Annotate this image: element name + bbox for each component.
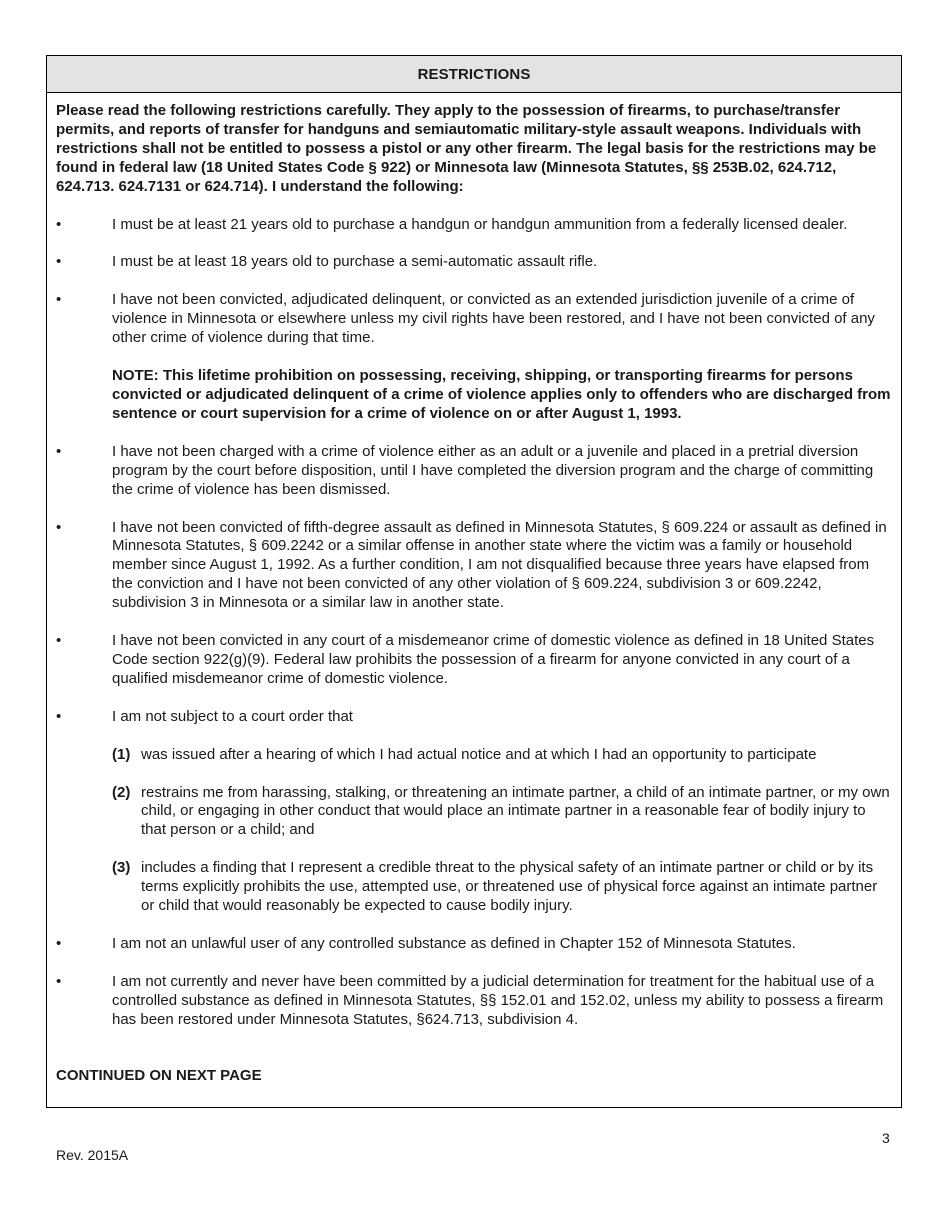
bullet-icon: • [56, 253, 62, 271]
list-item [56, 708, 892, 727]
list-item-text: I have not been convicted, adjudicated delinquent, or convicted as an extended jurisdiction juvenile of a crime of violence in Minnesota or elsewhere unless my civil rights have been restored, and I have not been convicted of any other crime of violence during that time. [112, 291, 875, 347]
list-item [56, 519, 892, 614]
section-title: RESTRICTIONS [417, 65, 531, 83]
revision-label: Rev. 2015A [56, 1147, 129, 1163]
list-item-text: I am not currently and never have been committed by a judicial determination for treatment for the habitual use of a controlled substance as defined in Minnesota Statutes, §§ 152.01 and 152.02, unless my ability to possess a firearm has been restored under Minnesota Statutes, §624.713, subdivision 4. [112, 972, 884, 1028]
list-item [56, 935, 892, 954]
court-order-item-number: (1) [112, 745, 131, 763]
restrictions-body [47, 93, 901, 1086]
list-item [56, 973, 892, 1030]
bullet-icon: • [56, 935, 62, 952]
note-paragraph: NOTE: This lifetime prohibition on possessing, receiving, shipping, or transporting firearms for persons convicted or adjudicated delinquent of a crime of violence applies only to offenders who are discharged from sentence or court supervision for a crime of violence on or after August 1, 1993. [112, 367, 891, 422]
list-item-text: I have not been charged with a crime of violence either as an adult or a juvenile and placed in a pretrial diversion program by the court before disposition, until I have completed the diversion program and the charge of committing the crime of violence has been dismissed. [112, 442, 874, 498]
intro-paragraph: Please read the following restrictions carefully. They apply to the possession of firearms, to purchase/transfer permits, and reports of transfer for handguns and semiautomatic military-style assault weapons. Individuals with restrictions shall not be entitled to possess a pistol or any other firearm. The legal basis for the restrictions may be found in federal law (18 United States Code § 922) or Minnesota law (Minnesota Statutes, §§ 253B.02, 624.712, 624.713. 624.7131 or 624.714). I understand the following: [56, 102, 877, 195]
court-order-item [56, 859, 892, 916]
list-item-text: I have not been convicted of fifth-degree assault as defined in Minnesota Statutes, § 609.224 or assault as defined in Minnesota Statutes, § 609.2242 or a similar offense in another state where the victim was a family or household member since August 1, 1992. As a further condition, I am not disqualified because three years have elapsed from the conviction and I have not been convicted of any other violation of § 609.224, subdivision 3 or 609.2242, subdivision 3 in Minnesota or a similar law in another state. [112, 518, 887, 612]
court-order-item [56, 784, 892, 841]
court-order-item [56, 746, 892, 765]
list-item [56, 443, 892, 500]
list-item-text: I must be at least 21 years old to purchase a handgun or handgun ammunition from a federally licensed dealer. [112, 215, 848, 233]
bullet-icon: • [56, 707, 62, 725]
court-order-item-number: (2) [112, 783, 131, 801]
list-item [56, 253, 892, 272]
list-item-text: I am not subject to a court order that [112, 707, 353, 725]
court-order-item-number: (3) [112, 859, 131, 877]
court-order-item-text: restrains me from harassing, stalking, or threatening an intimate partner, a child of an intimate partner, or my own child, or engaging in other conduct that would place an intimate partner in a reasonable fear of bodily injury to that person or a child; and [141, 783, 890, 839]
bullet-icon: • [56, 291, 62, 309]
bullet-icon: • [56, 972, 62, 990]
list-item-text: I have not been convicted in any court of a misdemeanor crime of domestic violence as defined in 18 United States Code section 922(g)(9). Federal law prohibits the possession of a firearm for anyone convicted in any court of a qualified misdemeanor crime of domestic violence. [112, 632, 875, 687]
list-item [56, 291, 892, 348]
court-order-item-text: includes a finding that I represent a credible threat to the physical safety of an intimate partner or child or by its terms explicitly prohibits the use, attempted use, or threatened use of physical force against an intimate partner or child that would reasonably be expected to cause bodily injury. [141, 859, 878, 915]
bullet-icon: • [56, 632, 62, 650]
list-item [56, 632, 892, 689]
section-header [47, 56, 901, 93]
list-item-text: I am not an unlawful user of any controlled substance as defined in Chapter 152 of Minnesota Statutes. [112, 935, 796, 952]
page-number: 3 [882, 1130, 890, 1146]
bullet-icon: • [56, 215, 62, 233]
court-order-item-text: was issued after a hearing of which I had actual notice and at which I had an opportunity to participate [141, 745, 817, 763]
bullet-icon: • [56, 442, 62, 460]
list-item-text: I must be at least 18 years old to purchase a semi-automatic assault rifle. [112, 253, 598, 271]
restrictions-form-box [46, 55, 902, 1108]
list-item [56, 216, 892, 235]
continued-notice: CONTINUED ON NEXT PAGE [56, 1066, 262, 1084]
bullet-icon: • [56, 518, 62, 536]
